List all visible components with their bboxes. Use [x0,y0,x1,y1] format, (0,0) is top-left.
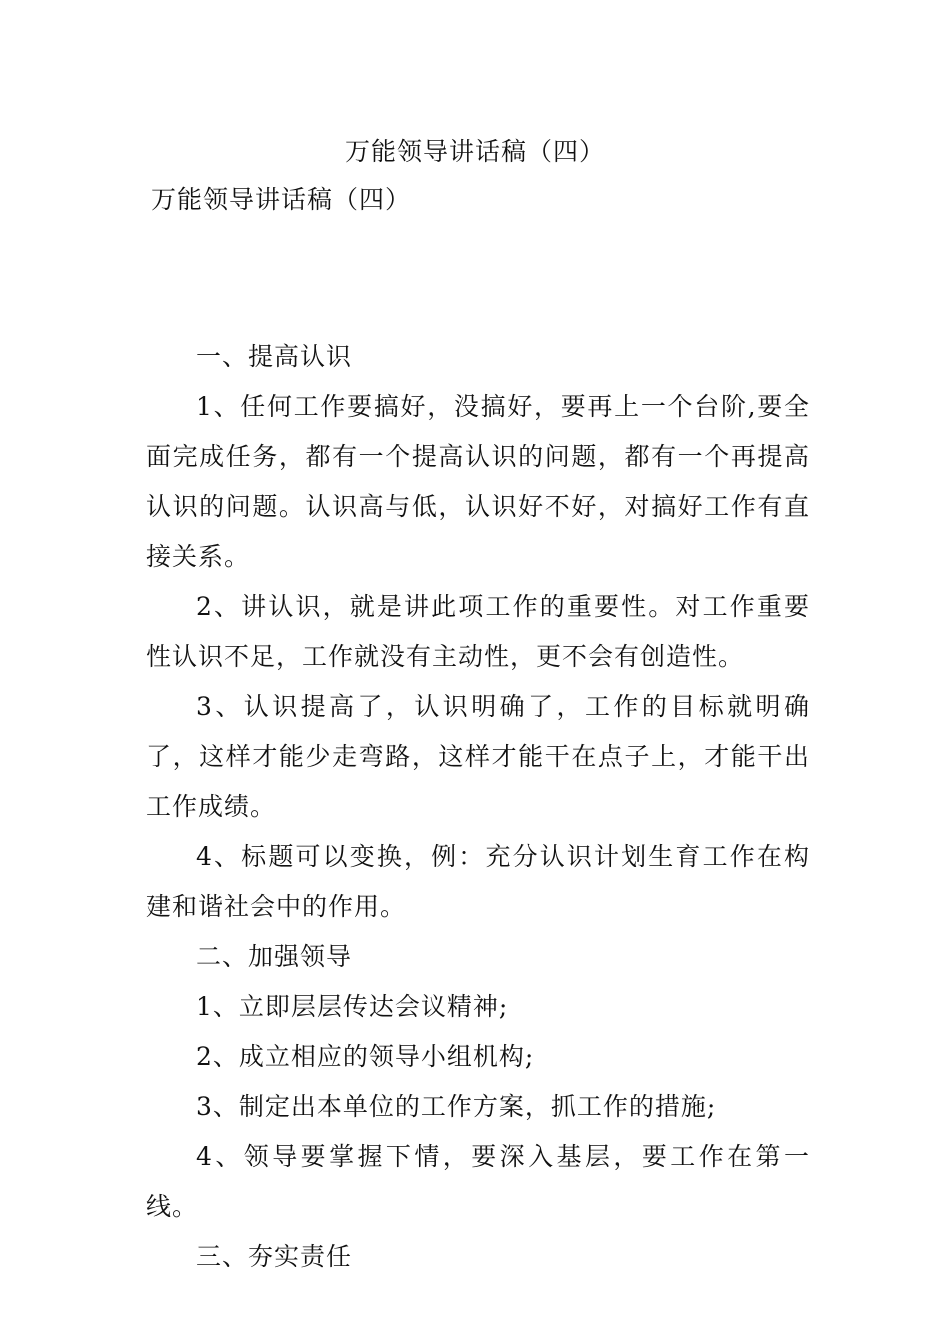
paragraph-1-4: 4、标题可以变换，例：充分认识计划生育工作在构建和谐社会中的作用。 [146,842,810,921]
document-subtitle: 万能领导讲话稿（四） [151,185,412,214]
document-body [146,332,810,1282]
paragraph-1-1: 1、任何工作要搞好，没搞好，要再上一个台阶,要全面完成任务，都有一个提高认识的问题，都有一个再提高认识的问题。认识高与低，认识好不好，对搞好工作有直接关系。 [146,392,810,571]
section-heading-3: 三、夯实责任 [196,1242,353,1271]
document-title: 万能领导讲话稿（四） [344,137,605,166]
paragraph-1-3: 3、认识提高了，认识明确了，工作的目标就明确了，这样才能少走弯路，这样才能干在点子上，才能干出工作成绩。 [146,692,810,821]
section-heading-2: 二、加强领导 [196,942,353,971]
paragraph-2-2: 2、成立相应的领导小组机构; [196,1042,535,1071]
section-heading-1: 一、提高认识 [196,342,353,371]
paragraph-2-1: 1、立即层层传达会议精神; [196,992,509,1021]
paragraph-1-2: 2、讲认识，就是讲此项工作的重要性。对工作重要性认识不足，工作就没有主动性，更不会有创造性。 [146,592,810,671]
paragraph-2-3: 3、制定出本单位的工作方案，抓工作的措施; [196,1092,717,1121]
paragraph-2-4: 4、领导要掌握下情，要深入基层，要工作在第一线。 [146,1142,810,1221]
